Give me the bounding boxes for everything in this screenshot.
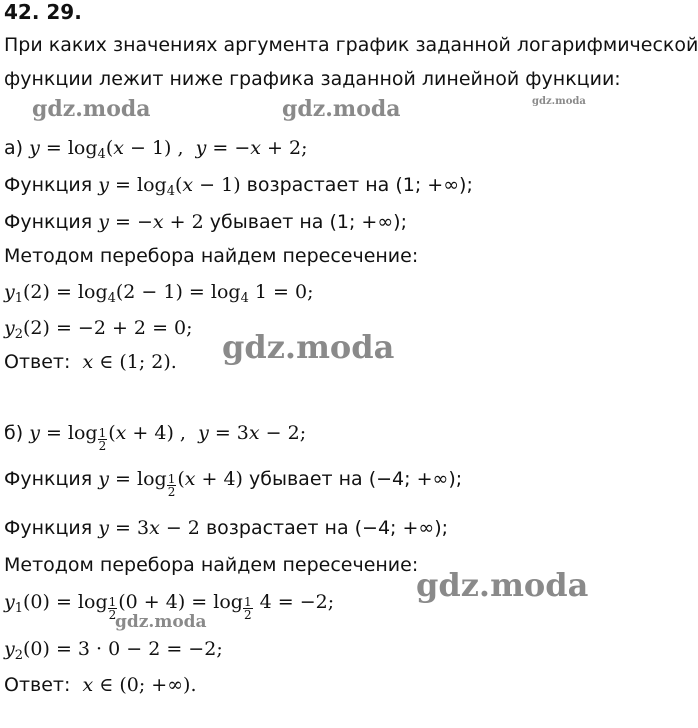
- part-b-method: Методом перебора найдем пересечение:: [4, 554, 419, 576]
- part-b-calc-1: $y_1(0) = \log$ $\frac{1}{2}$ (0 + 4) = log $\frac{1}{2}$ 4 = −2;: [4, 591, 335, 622]
- watermark: gdz.moda: [532, 96, 586, 107]
- watermark: gdz.moda: [115, 612, 207, 632]
- part-a-method: Методом перебора найдем пересечение:: [4, 245, 419, 267]
- part-b-answer: Ответ: x ∈ (0; +∞).: [4, 674, 197, 696]
- watermark: gdz.moda: [416, 566, 589, 604]
- part-a-equations: а) $y = \log_4(x - 1)$ , y = −x + 2;: [4, 137, 308, 162]
- question-line-1: При каких значениях аргумента график заданной логарифмической: [4, 34, 698, 56]
- part-a-line-1: Функция $y = \log_4(x - 1)$ возрастает на (1; +∞);: [4, 174, 473, 199]
- watermark: gdz.moda: [222, 328, 395, 366]
- part-a-calc-1: $y_1(2) = \log_4(2 - 1) = \log_4 1 = 0$;: [4, 281, 314, 306]
- question-line-2: функции лежит ниже графика заданной линейной функции:: [4, 68, 621, 90]
- watermark: gdz.moda: [282, 96, 401, 122]
- part-a-line-2: Функция y = −x + 2 убывает на (1; +∞);: [4, 211, 407, 233]
- problem-number: 42. 29.: [4, 0, 82, 24]
- part-b-line-2: Функция y = 3x − 2 возрастает на (−4; +∞);: [4, 517, 449, 539]
- part-a-answer: Ответ: x ∈ (1; 2).: [4, 351, 177, 373]
- part-b-calc-2: $y_2(0) = 3 \cdot 0 - 2 = -2$;: [4, 638, 223, 663]
- watermark: gdz.moda: [32, 96, 151, 122]
- part-a-calc-2: $y_2(2) = -2 + 2 = 0$;: [4, 317, 193, 342]
- part-b-line-1: Функция y = log $\frac{1}{2}$ (x + 4) убывает на (−4; +∞);: [4, 468, 463, 499]
- part-b-equations: б) y = log $\frac{1}{2}$ (x + 4) , y = 3x − 2;: [4, 422, 307, 453]
